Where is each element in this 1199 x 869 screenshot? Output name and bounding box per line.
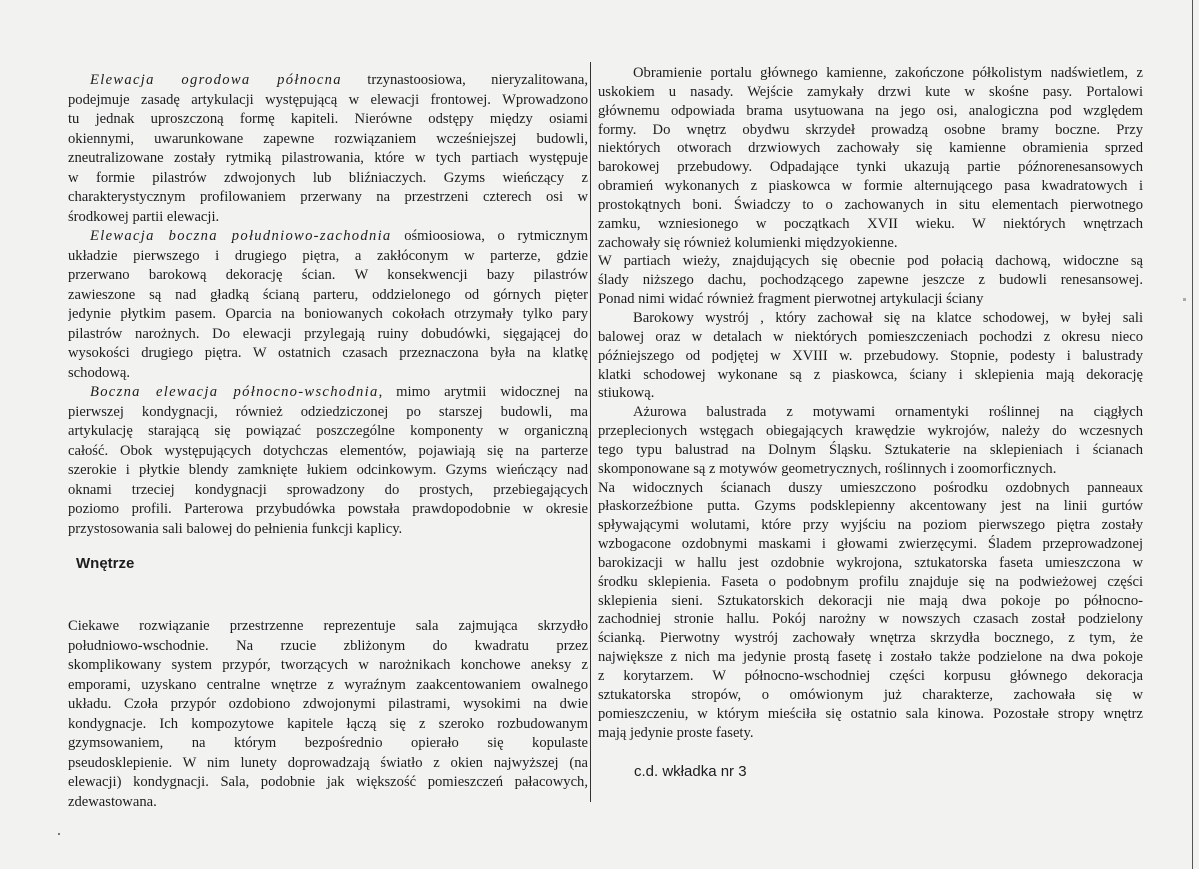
text-line: zachodniej stronie hallu. Pokój narożny w nowszych czasach został podzielony: [598, 611, 1143, 628]
text-line: Ażurowa balustrada z motywami ornamentyki roślinnej na ciągłych: [633, 404, 1143, 421]
text-line: okiennymi, uwarunkowane zapewne rozwiązaniem wcześniejszej budowli,: [68, 130, 588, 147]
text-line: obramień wykonanych z piaskowca w formie alternującego pasa kwadratowych i: [598, 178, 1143, 195]
spacer: [68, 598, 588, 618]
text-line: Ponad nimi widać również fragment pierwotnej artykulacji ściany: [598, 291, 984, 308]
column-divider: [590, 62, 591, 802]
paragraph: [68, 383, 588, 539]
text-line: kondygnacje. Ich kompozytowe kapitele łączą się z szeroko rozbudowanym: [68, 715, 588, 732]
text-line: barokowej przebudowy. Odpadające tynki ukazują partie późnorenesansowych: [598, 159, 1143, 176]
text-line: gzymsowaniem, na którym bezpośrednio opierało się kopulaste: [68, 735, 588, 751]
paragraph: [68, 617, 588, 812]
text-line: poziomo profili. Parterowa przybudówka powstała prawdopodobnie w okresie: [68, 501, 588, 517]
left-column: [68, 71, 588, 812]
text-line: środku sklepienia. Faseta o podobnym profilu znajduje się na podwieżowej części: [598, 573, 1143, 590]
right-column: [598, 64, 1143, 742]
text-line: jedynie płytkim pasem. Oparcia na boniowanych cokołach otrzymały tylko pary: [68, 306, 588, 322]
paragraph: [598, 309, 1143, 403]
text-line: układu. Czoła przypór ozdobiono zdwojonymi pilastrami, wysokimi na dwie: [68, 696, 588, 712]
text-line: podejmuje zasadę artykulacji występującą w elewacji frontowej. Wprowadzono: [68, 91, 588, 108]
text-line: niektórych otworach drzwiowych zachowały się kamienne obramienia sprzed: [598, 140, 1143, 157]
text-line: głównemu odpowiada brama usytuowana na jego osi, analogiczna pod względem: [598, 102, 1143, 119]
text-line: Elewacja boczna południowo-zachodnia ośmioosiowa, o rytmicznym: [90, 228, 588, 244]
text-line: emporami, uzyskano centralne wnętrze z wyraźnym zaakcentowaniem owalnego: [68, 676, 588, 693]
text-line: środkowej partii elewacji.: [68, 208, 220, 225]
text-line: balowej oraz w detalach w niektórych pomieszczeniach pochodzi z okresu nieco: [598, 328, 1143, 345]
text-line: oknami trzeciej kondygnacji sprowadzony do prostych, przebiegających: [68, 481, 588, 498]
text-line: południowo-wschodnie. Na rzucie zbliżonym do kwadratu przez: [68, 637, 588, 654]
text-line: w formie pilastrów zdwojonych lub bliźniaczych. Gzyms wieńczący z: [68, 169, 588, 186]
scan-speck: [58, 833, 60, 835]
paragraph: [598, 64, 1143, 252]
paragraph: [598, 252, 1143, 309]
text-line: artykulację starającą się powiązać poszczególne komponenty w organiczną: [68, 423, 588, 439]
text-line: klatki schodowej wykonane są z piaskowca, ściany i sklepienia mają dekorację: [598, 366, 1143, 383]
section-heading: Wnętrze: [76, 555, 135, 572]
text-line: Na widocznych ścianach duszy umieszczono pośrodku ozdobnych panneaux: [598, 479, 1143, 496]
text-line: mają jedynie proste fasety.: [598, 724, 754, 741]
text-line: Obramienie portalu głównego kamienne, zakończone półkolistym nadświetlem, z: [633, 65, 1143, 81]
paragraph: [68, 71, 588, 227]
text-line: wzbogacone ozdobnymi maskami i głowami zwierzęcymi. Śladem przeprowadzonej: [598, 536, 1143, 553]
text-line: spływającymi wolutami, które przy wyjściu na poziom pierwszego piętra zostały: [598, 517, 1143, 534]
paragraph: [598, 479, 1143, 743]
italic-lead: Elewacja ogrodowa północna: [90, 72, 342, 88]
scan-speck: [1183, 298, 1186, 301]
text-line: pilastrów narożnych. Do elewacji przylegają ruiny dobudówki, sięgającej do: [68, 325, 588, 342]
text-line: sztukatorska stropów, o omówionym już charakterze, zachowała się w: [598, 686, 1143, 703]
text-line: charakterystycznym profilowaniem przerwany na przestrzeni czterech osi w: [68, 189, 588, 205]
text-line: tu jednak uproszczoną formę kapiteli. Nierówne odstępy między osiami: [68, 111, 588, 127]
text-line: pomieszczeniu, w którym mieściła się ostatnio sala kinowa. Pozostałe stropy wnętrz: [598, 705, 1143, 722]
text-line: sklepienia sieni. Sztukatorskich dekoracji nie mają dwa pokoje po północno-: [598, 592, 1143, 609]
paragraph: [68, 227, 588, 383]
italic-lead: Boczna elewacja północno-wschodnia: [90, 384, 379, 400]
text-line: z korytarzem. W północno-wschodniej części korpusu głównego dekoracja: [598, 668, 1143, 684]
text-line: prostokątnych boni. Świadczy to o zachowanych in situ elementach pierwotnego: [598, 196, 1143, 213]
spacer: [68, 578, 588, 598]
text-line: Barokowy wystrój , który zachował się na klatce schodowej, w byłej sali: [633, 309, 1143, 326]
text-line: przystosowania sali balowej do pełnienia funkcji kaplicy.: [68, 520, 403, 537]
text-line: ścianką. Pierwotny wystrój zachowały wnętrza skrzydła bocznego, z tym, że: [598, 630, 1143, 647]
text-line: barokizacji w hallu jest ozdobnie wykrojona, sztukatorska faseta umieszczona w: [598, 554, 1143, 571]
text-line: zneutralizowane zostały rytmiką pilastrowania, które w tych partiach występuje: [68, 150, 588, 166]
text-line: płaskorzeźbione putta. Gzyms podsklepienny akcentowany jest na linii gurtów: [598, 498, 1143, 515]
text-line: największe z nich ma jedynie prostą fasetę i zostało także podzielone na dwa pokoje: [598, 649, 1143, 666]
text-line: W partiach wieży, znajdujących się obecnie pod połacią dachową, widoczne są: [598, 253, 1143, 270]
text-line: szerokie i płytkie blendy zamknięte łukiem odcinkowym. Gzyms wieńczący nad: [68, 462, 588, 478]
page-edge: [1192, 0, 1193, 869]
text-line: zamku, wzniesionego w początkach XVII wieku. W niektórych wnętrzach: [598, 215, 1143, 232]
text-line: skomplikowany system przypór, tworzących w narożnikach konchowe aneksy z: [68, 657, 588, 673]
text-line: całość. Obok występujących dotychczas elementów, pojawiają się na parterze: [68, 442, 588, 459]
text-line: elewacji) kondygnacji. Sala, podobnie jak większość pomieszczeń pałacowych,: [68, 774, 588, 790]
text-line: wysokości drugiego piętra. W ostatnich czasach przeznaczona była na klatkę: [68, 345, 588, 361]
text-line: skomponowane są z motywów geometrycznych, roślinnych i zoomorficznych.: [598, 460, 1057, 477]
spacer: [68, 559, 588, 579]
continuation-note: c.d. wkładka nr 3: [634, 763, 747, 780]
text-line: Ciekawe rozwiązanie przestrzenne reprezentuje sala zajmująca skrzydło: [68, 618, 588, 634]
spacer: [68, 539, 588, 559]
text-line: zachowały się również kolumienki międzyokienne.: [598, 234, 898, 251]
paragraph: [598, 403, 1143, 478]
text-line: późniejszego od podjętej w XVIII w. przebudowy. Stopnie, podesty i balustrady: [598, 347, 1143, 364]
text-line: układzie pierwszego i drugiego piętra, a zakłóconym w parterze, gdzie: [68, 247, 588, 264]
text-line: ślady niższego dachu, pochodzącego zapewne jeszcze z budowli renesansowej.: [598, 272, 1143, 289]
text-line: pseudosklepienie. W nim lunety doprowadzają światło z okien najwyższej (na: [68, 754, 588, 771]
text-line: Boczna elewacja północno-wschodnia, mimo arytmii widocznej na: [90, 384, 588, 400]
text-line: przeplecionych wstęgach obiegających krawędzie wykrojów, należy do wczesnych: [598, 423, 1143, 440]
text-line: schodową.: [68, 364, 131, 381]
text-line: formy. Do wnętrz obydwu skrzydeł prowadzą osobne bramy boczne. Przy: [598, 121, 1143, 138]
text-line: tego typu balustrad na Dolnym Śląsku. Sztukaterie na sklepieniach i ścianach: [598, 441, 1143, 458]
italic-lead: Elewacja boczna południowo-zachodnia: [90, 228, 392, 244]
text-line: uskokiem u nasady. Wejście zamykały drzwi kute w skośne pasy. Portalowi: [598, 83, 1143, 100]
text-line: stiukową.: [598, 385, 655, 402]
text-line: pierwszej kondygnacji, również odziedziczonej po starszej budowli, ma: [68, 403, 588, 420]
text-line: przerwano barokową dekorację ścian. W konsekwencji bazy pilastrów: [68, 267, 588, 283]
text-line: zdewastowana.: [68, 793, 157, 810]
text-line: zawieszone są nad gładką ścianą parteru, oddzielonego od górnych pięter: [68, 286, 588, 303]
text-line: Elewacja ogrodowa północna trzynastoosiowa, nieryzalitowana,: [90, 72, 588, 88]
